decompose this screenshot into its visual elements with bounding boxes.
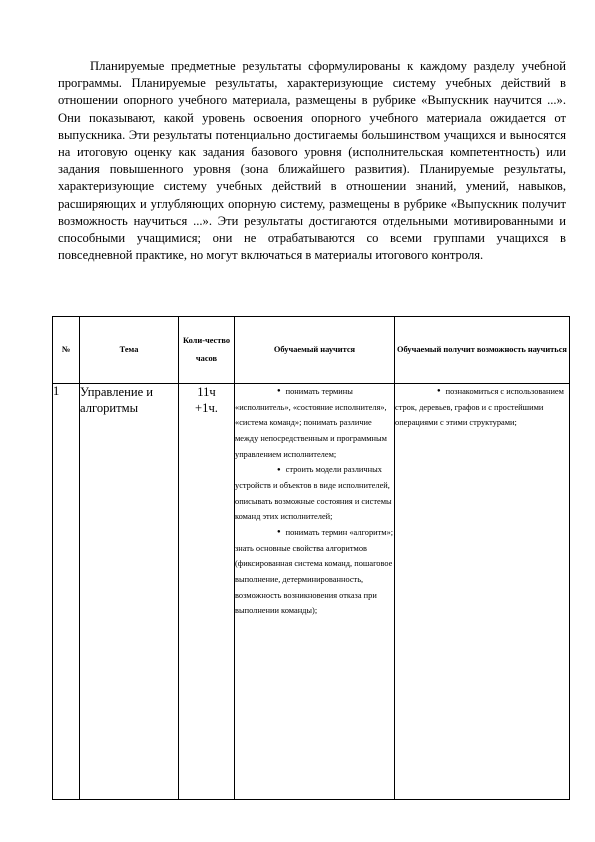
header-topic: Тема [80,317,179,384]
intro-paragraph: Планируемые предметные результаты сформулированы к каждому разделу учебной программы. Планируемые результаты, характеризующие систему учебных действий в отношении опорного учебного материала, размещены в рубрике «Выпускник научится ...». Они показывают, какой уровень освоения опорного учебного материала ожидается от выпускника. Эти результаты потенциально достигаемы большинством учащихся и выносятся на итоговую оценку как задания базового уровня (исполнительская компетентность) или задания повышенного уровня (зона ближайшего развития). Планируемые результаты, характеризующие систему учебных действий в отношении знаний, умений, навыков, расширяющих и углубляющих опорную систему, размещены в рубрике «Выпускник получит возможность научиться ...». Эти результаты достигаются отдельными мотивированными и способными учащимися; они не отрабатываются со всеми группами учащихся в повседневной практике, но могут включаться в материалы итогового контроля. [58,59,566,263]
hours-main: 11ч [197,385,216,399]
header-achieve: Обучаемый научится [235,317,395,384]
planned-results-table [52,316,570,800]
bullet-icon: ● [277,466,281,473]
row-num: 1 [53,384,80,800]
opportunity-cell [395,384,570,800]
header-opportunity: Обучаемый получит возможность научиться [395,317,570,384]
table-header-row [53,317,570,384]
bullet-icon: ● [277,529,281,536]
opportunity-item: ● познакомиться с использованием строк, деревьев, графов и с простейшими операциями с этими структурами; [395,384,569,431]
achieve-item: ● понимать термин «алгоритм»; знать основные свойства алгоритмов (фиксированная система команд, пошаговое выполнение, детерминированность, возможность возникновения отказа при выполнении команды); [235,525,394,619]
header-hours: Коли-чество часов [179,317,235,384]
table-row [53,384,570,800]
bullet-icon: ● [277,388,281,395]
achieve-cell [235,384,395,800]
row-topic: Управление и алгоритмы [80,384,179,800]
achieve-item: ● понимать термины «исполнитель», «состояние исполнителя», «система команд»; понимать различие между непосредственным и программным управлением исполнителем; [235,384,394,462]
achieve-item: ● строить модели различных устройств и объектов в виде исполнителей, описывать возможные состояния и системы команд этих исполнителей; [235,462,394,525]
bullet-icon: ● [437,388,441,395]
header-num: № [53,317,80,384]
row-hours [179,384,235,800]
hours-extra: +1ч. [195,401,218,415]
